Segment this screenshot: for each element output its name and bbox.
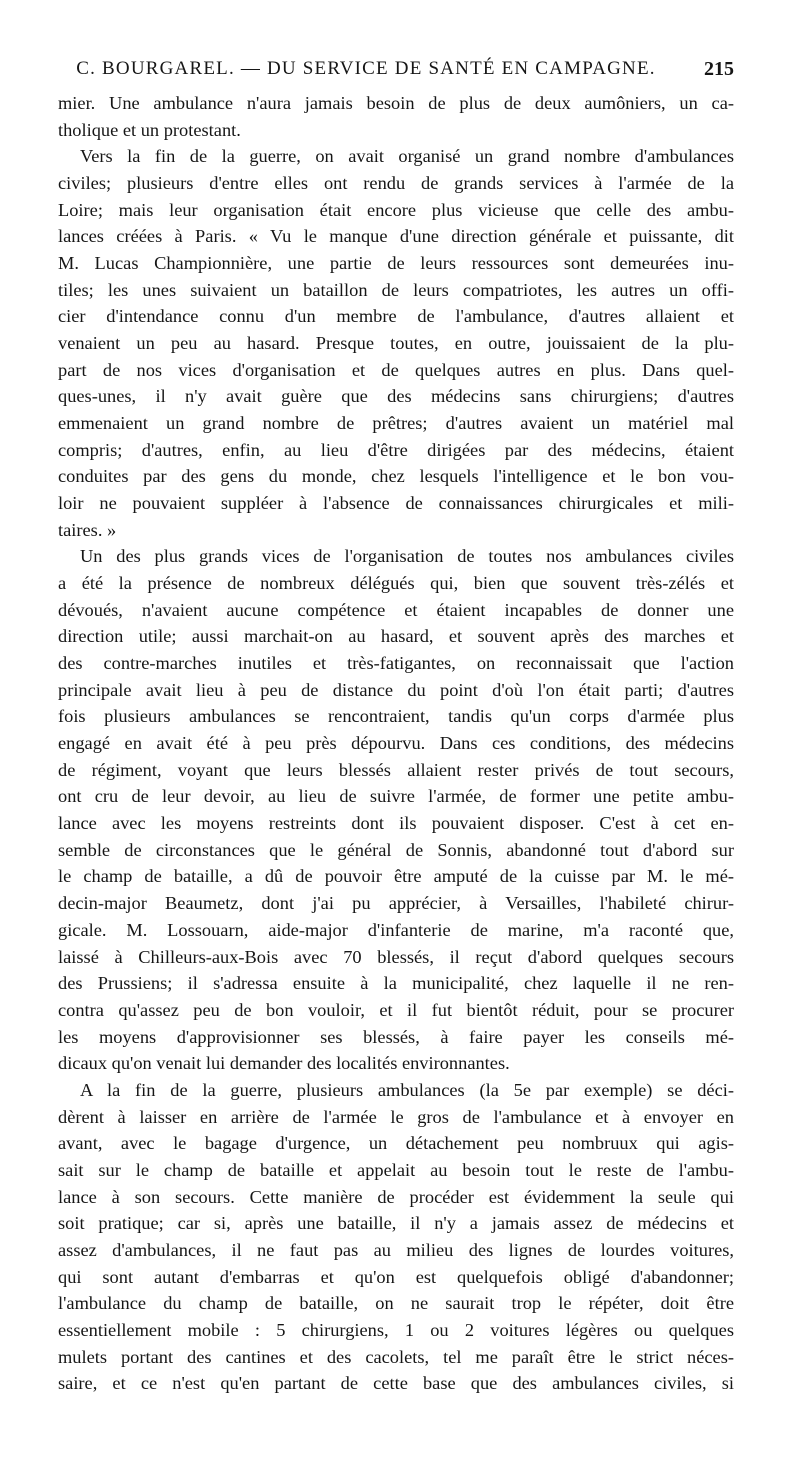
text-line: principale avait lieu à peu de distance du point d'où l'on était parti; d'autres [58,679,734,700]
text-line: assez d'ambulances, il ne faut pas au milieu des lignes de lourdes voitures, [58,1239,734,1260]
text-line: mulets portant des cantines et des cacolets, tel me paraît être le strict néces- [58,1346,734,1367]
text-line: gicale. M. Lossouarn, aide-major d'infanterie de marine, m'a raconté que, [58,919,734,940]
text-line: loir ne pouvaient suppléer à l'absence de connaissances chirurgicales et mili- [58,493,734,514]
text-line: essentiellement mobile : 5 chirurgiens, 1 ou 2 voitures légères ou quelques [58,1319,734,1340]
paragraph-first-line: A la fin de la guerre, plusieurs ambulances (la 5e par exemple) se déci- [80,1079,734,1100]
text-line: qui sont autant d'embarras et qu'on est quelquefois obligé d'abandonner; [58,1266,734,1287]
text-line: dévoués, n'avaient aucune compétence et étaient incapables de donner une [58,599,734,620]
text-line: soit pratique; car si, après une bataille, il n'y a jamais assez de médecins et [58,1213,734,1234]
text-line: compris; d'autres, enfin, au lieu d'être dirigées par des médecins, étaient [58,439,734,460]
paragraph-first-line: Un des plus grands vices de l'organisation de toutes nos ambulances civiles [80,546,734,567]
text-line: M. Lucas Championnière, une partie de leurs ressources sont demeurées inu- [58,253,734,274]
running-title: C. BOURGAREL. — DU SERVICE DE SANTÉ EN CAMPAGNE. [76,58,656,79]
text-line: fois plusieurs ambulances se rencontraient, tandis qu'un corps d'armée plus [58,706,734,727]
text-line: lance avec les moyens restreints dont ils pouvaient disposer. C'est à cet en- [58,813,734,834]
text-line: tiles; les unes suivaient un bataillon de leurs compatriotes, les autres un offi- [58,279,734,300]
text-line: avant, avec le bagage d'urgence, un détachement peu nombruux qui agis- [58,1133,734,1154]
text-line: ques-unes, il n'y avait guère que des médecins sans chirurgiens; d'autres [58,386,734,407]
text-line: decin-major Beaumetz, dont j'ai pu apprécier, à Versailles, l'habileté chirur- [58,893,734,914]
page-number: 215 [704,58,734,80]
text-line: mier. Une ambulance n'aura jamais besoin de plus de deux aumôniers, un ca- [58,93,734,113]
text-line: part de nos vices d'organisation et de quelques autres en plus. Dans quel- [58,359,734,380]
text-line: conduites par des gens du monde, chez lesquels l'intelligence et le bon vou- [58,466,734,487]
text-line: tholique et un protestant. [58,119,241,140]
text-line: Loire; mais leur organisation était encore plus vicieuse que celle des ambu- [58,199,734,220]
text-line: saire, et ce n'est qu'en partant de cette base que des ambulances civiles, si [58,1373,734,1394]
text-line: venaient un peu au hasard. Presque toutes, en outre, jouissaient de la plu- [58,333,734,354]
text-line: des Prussiens; il s'adressa ensuite à la municipalité, chez laquelle il ne ren- [58,973,734,994]
text-line: de régiment, voyant que leurs blessés allaient rester privés de tout secours, [58,759,734,780]
text-line: lance à son secours. Cette manière de procéder est évidemment la seule qui [58,1186,734,1207]
text-line: sait sur le champ de bataille et appelait au besoin tout le reste de l'ambu- [58,1159,734,1180]
text-line: civiles; plusieurs d'entre elles ont rendu de grands services à l'armée de la [58,173,734,194]
text-line: lances créées à Paris. « Vu le manque d'une direction générale et puissante, dit [58,226,734,247]
text-line: l'ambulance du champ de bataille, on ne saurait trop le répéter, doit être [58,1293,734,1314]
text-line: taires. » [58,519,117,540]
text-line: le champ de bataille, a dû de pouvoir être amputé de la cuisse par M. le mé- [58,866,734,887]
running-head [58,58,734,88]
text-line: a été la présence de nombreux délégués qui, bien que souvent très-zélés et [58,573,734,594]
body-text [58,90,734,1397]
text-line: direction utile; aussi marchait-on au hasard, et souvent après des marches et [58,626,734,647]
text-line: contra qu'assez peu de bon vouloir, et il fut bientôt réduit, pour se procurer [58,999,734,1020]
text-line: ont cru de leur devoir, au lieu de suivre l'armée, de former une petite ambu- [58,786,734,807]
text-line: les moyens d'approvisionner ses blessés, à faire payer les conseils mé- [58,1026,734,1047]
text-line: dèrent à laisser en arrière de l'armée le gros de l'ambulance et à envoyer en [58,1106,734,1127]
text-line: laissé à Chilleurs-aux-Bois avec 70 blessés, il reçut d'abord quelques secours [58,946,734,967]
text-line: engagé en avait été à peu près dépourvu. Dans ces conditions, des médecins [58,733,734,754]
text-line: semble de circonstances que le général de Sonnis, abandonné tout d'abord sur [58,839,734,860]
text-line: cier d'intendance connu d'un membre de l'ambulance, d'autres allaient et [58,306,734,327]
text-line: des contre-marches inutiles et très-fatigantes, on reconnaissait que l'action [58,653,734,674]
text-line: dicaux qu'on venait lui demander des localités environnantes. [58,1053,510,1074]
paragraph-first-line: Vers la fin de la guerre, on avait organisé un grand nombre d'ambulances [80,146,734,167]
text-line: emmenaient un grand nombre de prêtres; d'autres avaient un matériel mal [58,413,734,434]
